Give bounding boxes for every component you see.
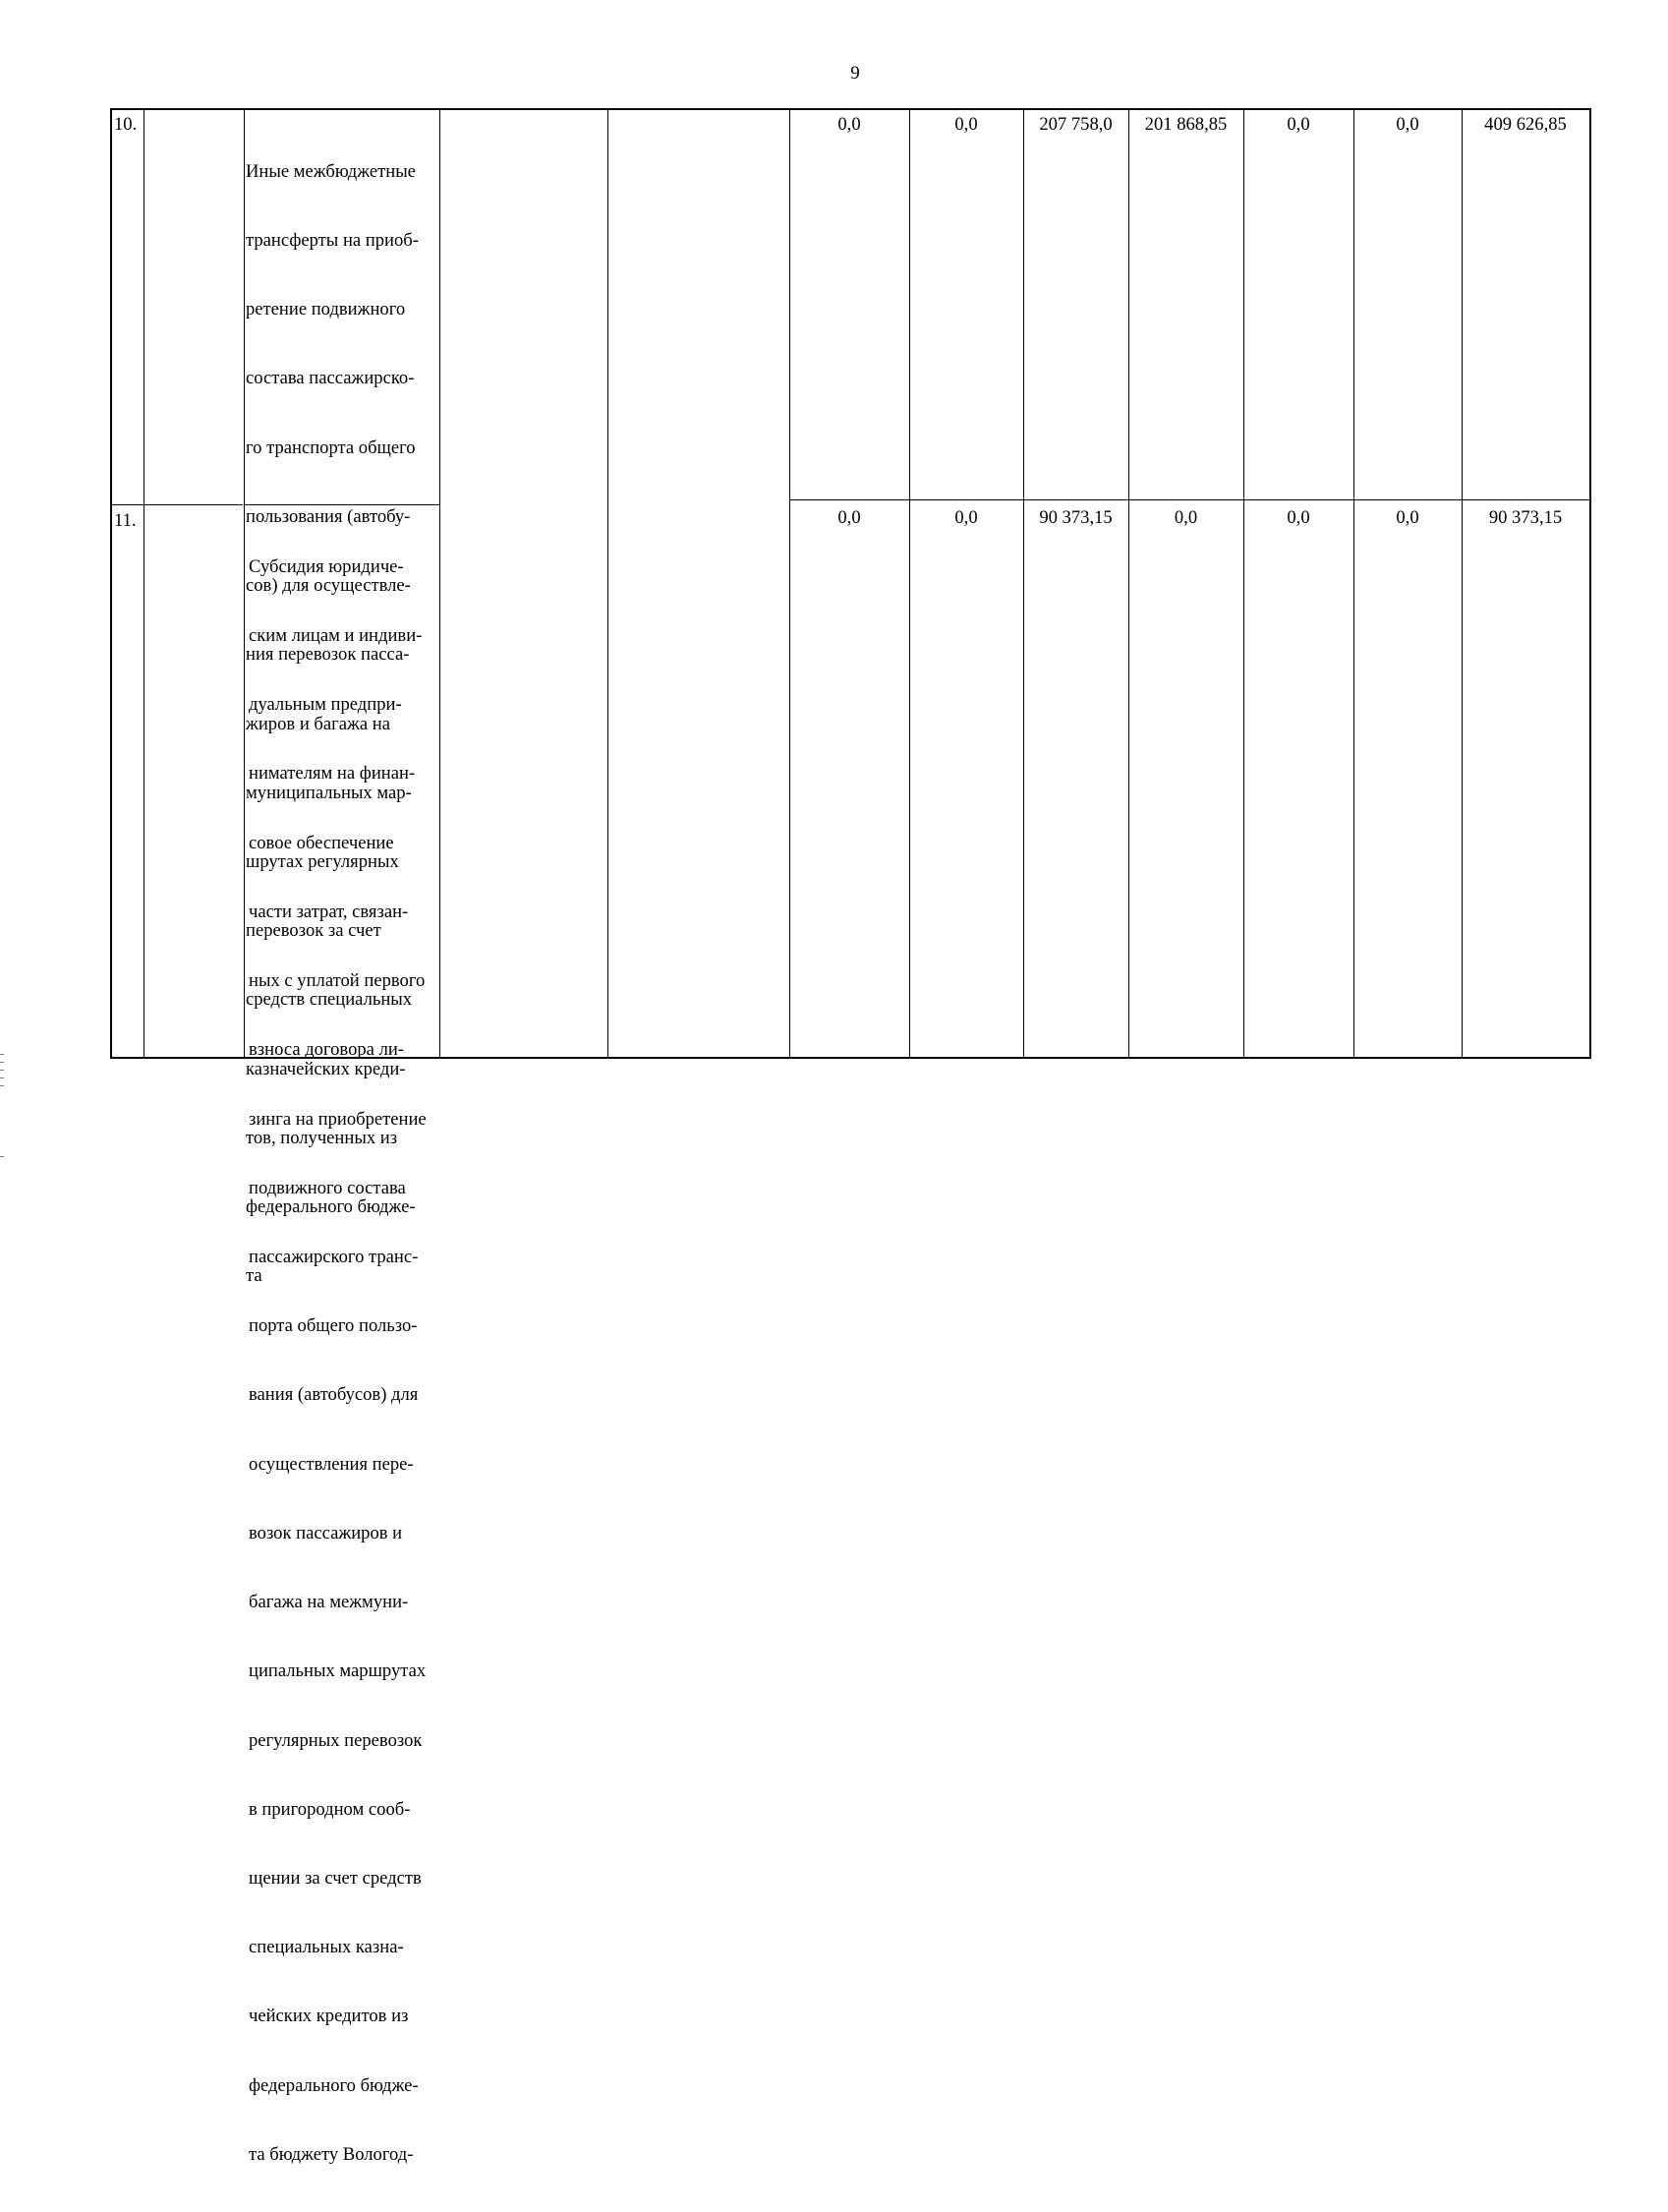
- description-line: пассажирского транс-: [249, 1247, 419, 1267]
- column-divider: [244, 108, 245, 1059]
- column-divider: [607, 108, 608, 1059]
- description-line: тов, полученных из: [246, 1127, 398, 1148]
- description-line: вания (автобусов) для: [249, 1384, 419, 1406]
- description-line: ципальных маршрутах: [249, 1660, 427, 1682]
- description-line: подвижного состава: [249, 1177, 406, 1198]
- description-line: та бюджету Вологод-: [249, 2143, 414, 2165]
- value-cell: 201 868,85: [1144, 114, 1228, 135]
- value-cell: 409 626,85: [1484, 114, 1567, 135]
- value-cell: 0,0: [837, 507, 861, 528]
- column-divider: [1462, 108, 1463, 1059]
- value-cell: 0,0: [1287, 114, 1310, 135]
- value-cell: 90 373,15: [1039, 507, 1113, 528]
- row-divider: [789, 499, 1591, 500]
- value-cell: 207 758,0: [1039, 114, 1113, 135]
- description-line: дуальным предпри-: [249, 694, 402, 716]
- description-line: осуществления пере-: [249, 1453, 414, 1475]
- description-line: ским лицам и индиви-: [249, 625, 423, 647]
- description-line: взноса договора ли-: [249, 1039, 405, 1061]
- description-line: части затрат, связан-: [249, 901, 409, 922]
- description-line: Субсидия юридиче-: [249, 555, 404, 577]
- description-line: перевозок за счет: [246, 920, 381, 942]
- value-cell: 0,0: [1287, 507, 1310, 528]
- column-divider: [439, 108, 440, 1059]
- description-line: Иные межбюджетные: [246, 160, 416, 182]
- description-line: ретение подвижного: [246, 299, 406, 320]
- description-line: ных с уплатой первого: [249, 970, 426, 992]
- value-cell: 0,0: [954, 114, 978, 135]
- description-line: ния перевозок пасса-: [246, 644, 410, 666]
- column-divider: [789, 108, 790, 1059]
- value-cell: 0,0: [1396, 507, 1419, 528]
- description-line: состава пассажирско-: [246, 368, 415, 389]
- column-divider: [909, 108, 910, 1059]
- description-line: чейских кредитов из: [249, 2006, 409, 2027]
- description-line: совое обеспечение: [249, 832, 394, 853]
- description-line: возок пассажиров и: [249, 1522, 403, 1543]
- description-line: федерального бюдже-: [249, 2074, 419, 2096]
- description-line: порта общего пользо-: [249, 1315, 418, 1337]
- description-line: багажа на межмуни-: [249, 1592, 409, 1613]
- description-line: муниципальных мар-: [246, 782, 412, 803]
- column-divider: [1353, 108, 1354, 1059]
- description-line: шрутах регулярных: [246, 851, 399, 872]
- column-divider: [1128, 108, 1129, 1059]
- description-line: средств специальных: [246, 989, 413, 1011]
- column-divider: [1243, 108, 1244, 1059]
- description-line: федерального бюдже-: [246, 1196, 416, 1218]
- description-line: казначейских креди-: [246, 1058, 406, 1079]
- description-line: в пригородном сооб-: [249, 1798, 411, 1820]
- description-line: зинга на приобретение: [249, 1108, 427, 1130]
- description-line: сов) для осуществле-: [246, 575, 411, 597]
- row-number: 11.: [114, 510, 137, 531]
- description-line: нимателям на финан-: [249, 763, 416, 785]
- row-description: [249, 509, 427, 2212]
- description-line: щении за счет средств: [249, 1867, 422, 1889]
- row-divider: [110, 504, 243, 505]
- value-cell: 0,0: [954, 507, 978, 528]
- description-line: пользования (автобу-: [246, 505, 411, 527]
- description-line: специальных казна-: [249, 1937, 404, 1958]
- value-cell: 0,0: [1174, 507, 1198, 528]
- value-cell: 0,0: [1396, 114, 1419, 135]
- column-divider: [1023, 108, 1024, 1059]
- description-line: го транспорта общего: [246, 437, 416, 458]
- row-number: 10.: [114, 114, 138, 135]
- description-line: регулярных перевозок: [249, 1729, 423, 1751]
- description-line: та: [246, 1265, 262, 1287]
- value-cell: 90 373,15: [1488, 507, 1563, 528]
- description-line: жиров и багажа на: [246, 713, 390, 734]
- description-line: трансферты на приоб-: [246, 230, 419, 252]
- value-cell: 0,0: [837, 114, 861, 135]
- page-number: 9: [850, 63, 860, 84]
